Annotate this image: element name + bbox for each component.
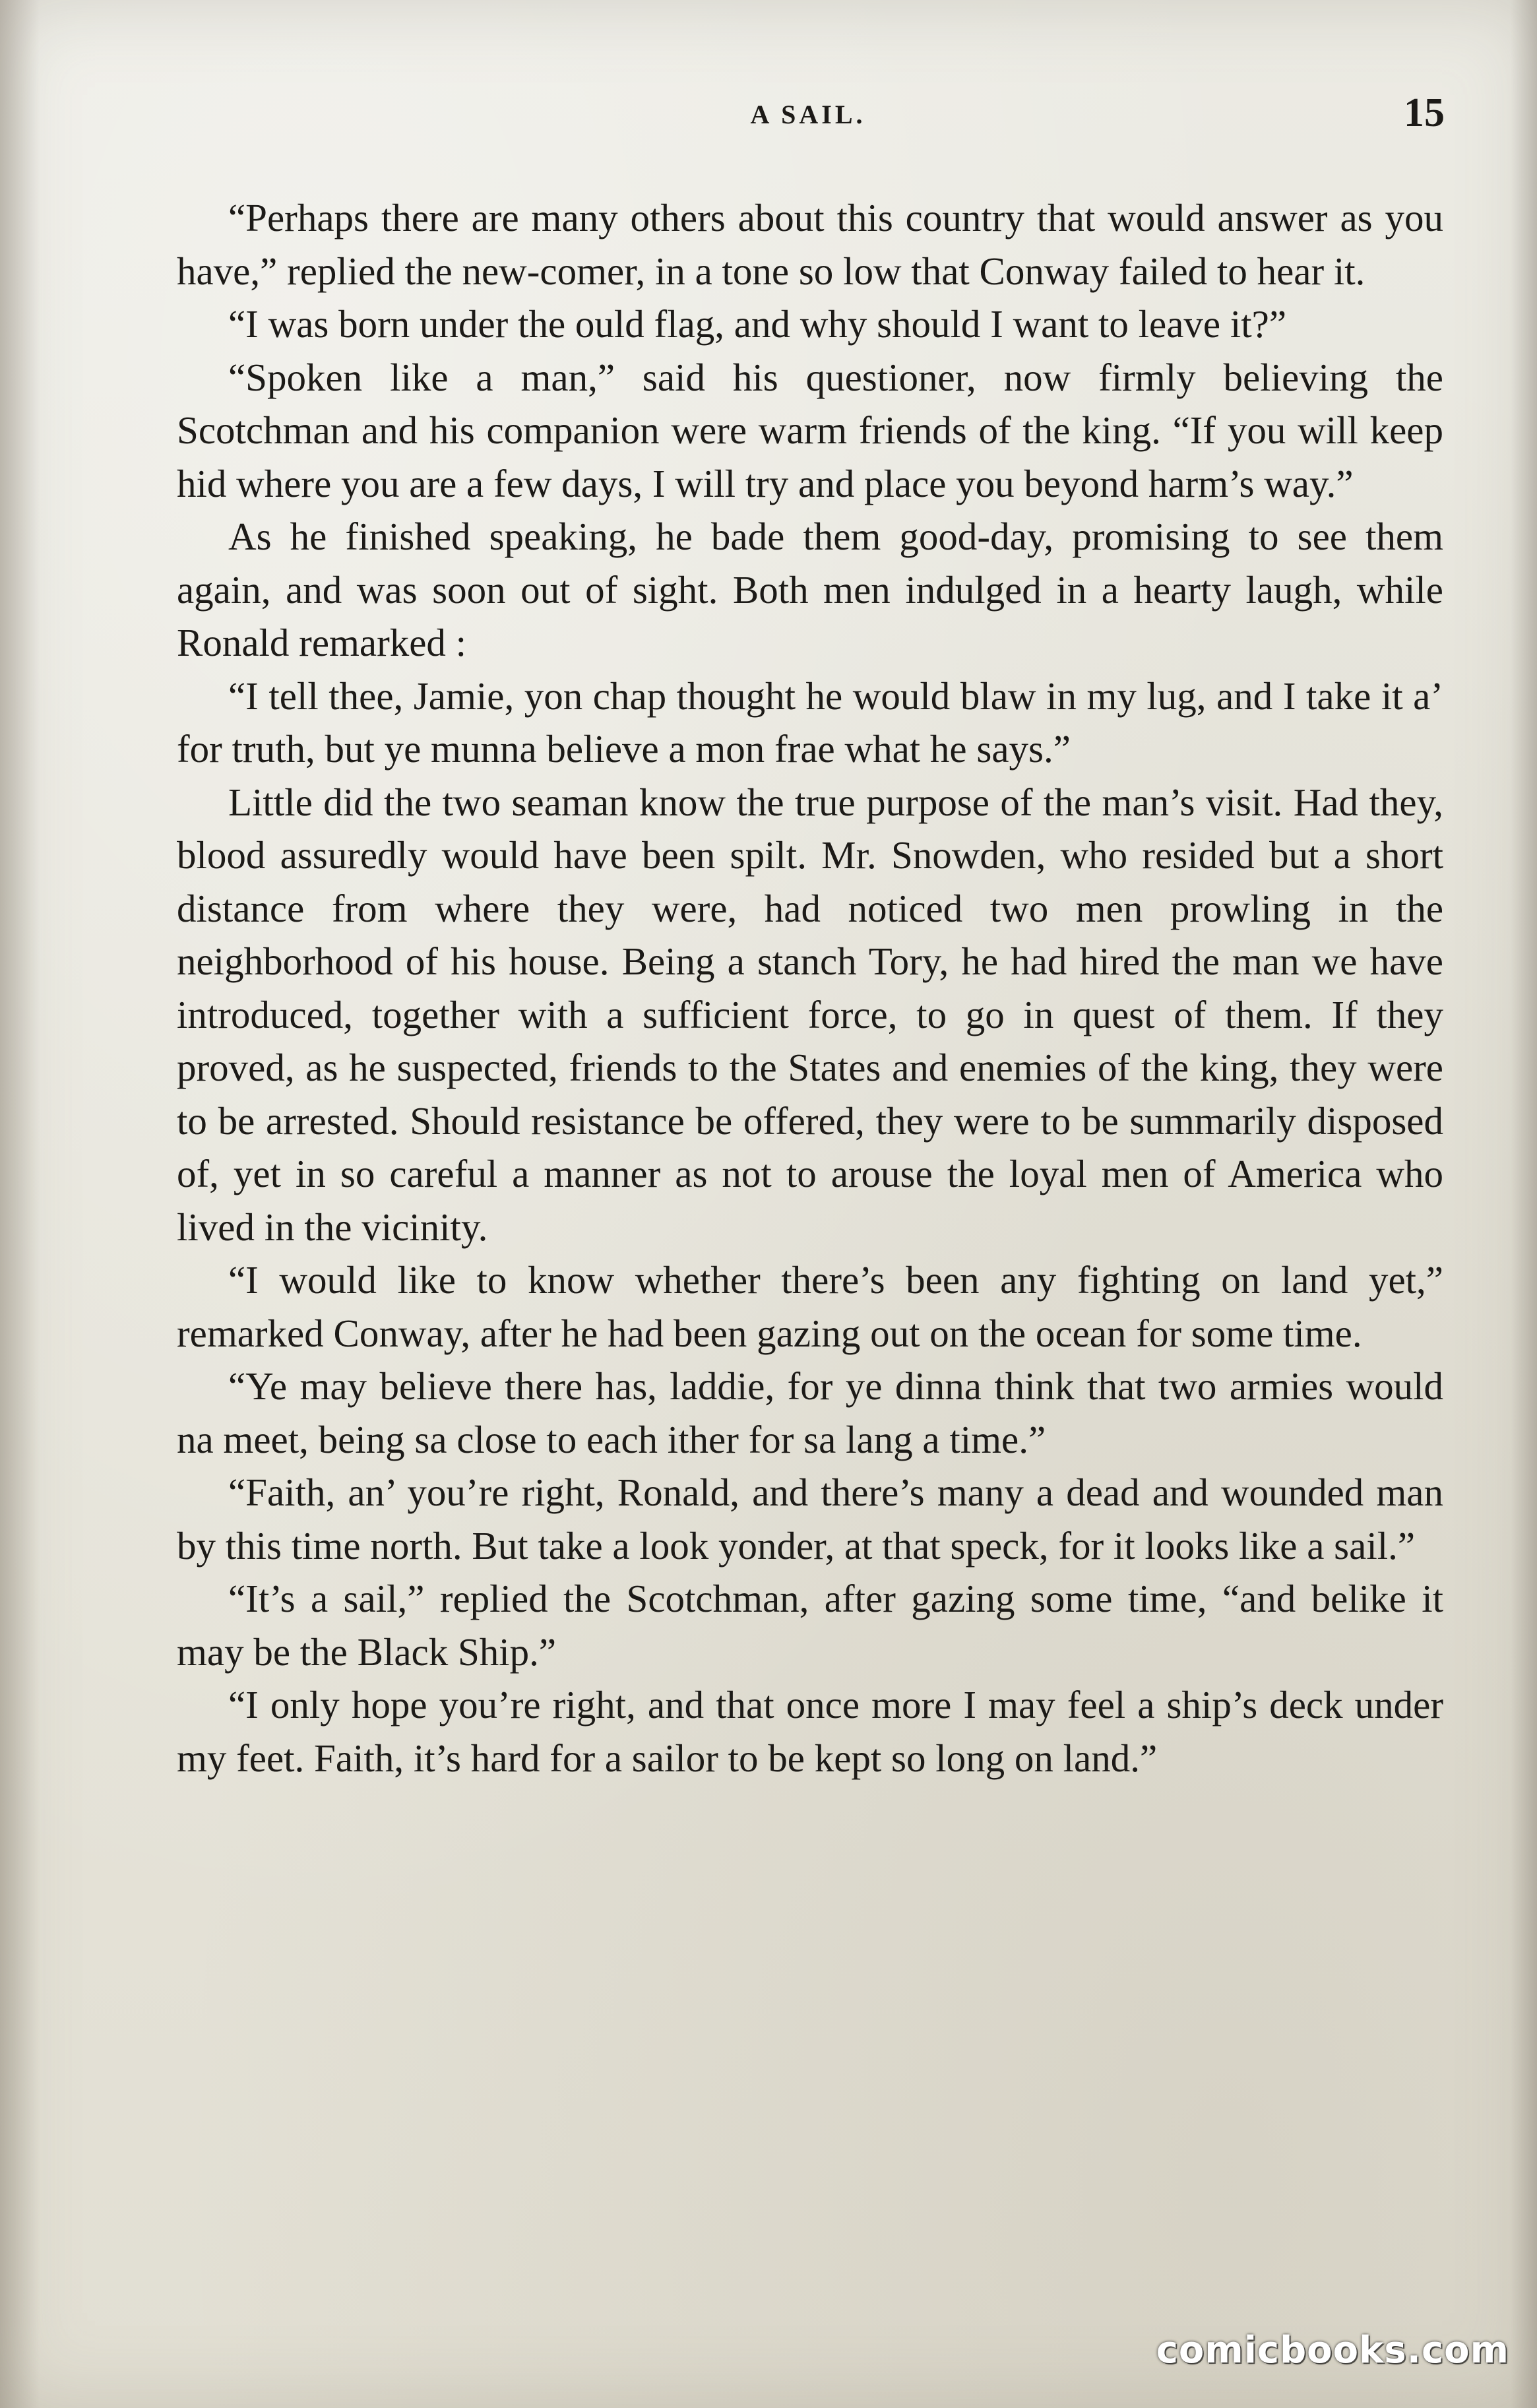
paragraph: “I would like to know whether there’s been any fighting on land yet,” remarked Conway, after he had been gazing out on the ocean for some time.: [177, 1258, 1443, 1355]
paragraph: “Perhaps there are many others about this country that would answer as you have,” replied the new-comer, in a tone so low that Conway failed to hear it.: [177, 196, 1443, 293]
watermark: comicbooks.com: [1156, 2329, 1509, 2372]
running-head: A SAIL.: [750, 100, 866, 129]
spine-shadow: [0, 0, 40, 2408]
paragraph: “I was born under the ould flag, and why should I want to leave it?”: [228, 302, 1287, 346]
paragraph: “Ye may believe there has, laddie, for ye dinna think that two armies would na meet, being sa close to each ither for sa lang a time.”: [177, 1364, 1443, 1461]
paragraph: “I tell thee, Jamie, yon chap thought he would blaw in my lug, and I take it a’ for truth, but ye munna believe a mon frae what he says.”: [177, 674, 1443, 771]
paragraph: “Faith, an’ you’re right, Ronald, and there’s many a dead and wounded man by this time north. But take a look yonder, at that speck, for it looks like a sail.”: [177, 1471, 1443, 1568]
page-number: 15: [1404, 90, 1445, 135]
paragraph: “I only hope you’re right, and that once more I may feel a ship’s deck under my feet. Faith, it’s hard for a sailor to be kept so long on land.”: [177, 1683, 1443, 1780]
page-header: [172, 84, 1445, 150]
paragraph: As he finished speaking, he bade them good-day, promising to see them again, and was soon out of sight. Both men indulged in a hearty laugh, while Ronald remarked :: [177, 515, 1443, 664]
paragraph: “Spoken like a man,” said his questioner, now firmly believing the Scotchman and his companion were warm friends of the king. “If you will keep hid where you are a few days, I will try and place you beyond harm’s way.”: [177, 355, 1443, 505]
page-edge: [1511, 0, 1537, 2408]
paragraph: “It’s a sail,” replied the Scotchman, after gazing some time, “and belike it may be the Black Ship.”: [177, 1577, 1443, 1674]
body-text: [177, 191, 1443, 2329]
paragraph: Little did the two seaman know the true purpose of the man’s visit. Had they, blood assuredly would have been spilt. Mr. Snowden, who resided but a short distance from where they were, had noticed two men prowling in the neighborhood of his house. Being a stanch Tory, he had hired the man we have introduced, together with a sufficient force, to go in quest of them. If they proved, as he suspected, friends to the States and enemies of the king, they were to be arrested. Should resistance be offered, they were to be summarily disposed of, yet in so careful a manner as not to arouse the loyal men of America who lived in the vicinity.: [177, 780, 1443, 1249]
